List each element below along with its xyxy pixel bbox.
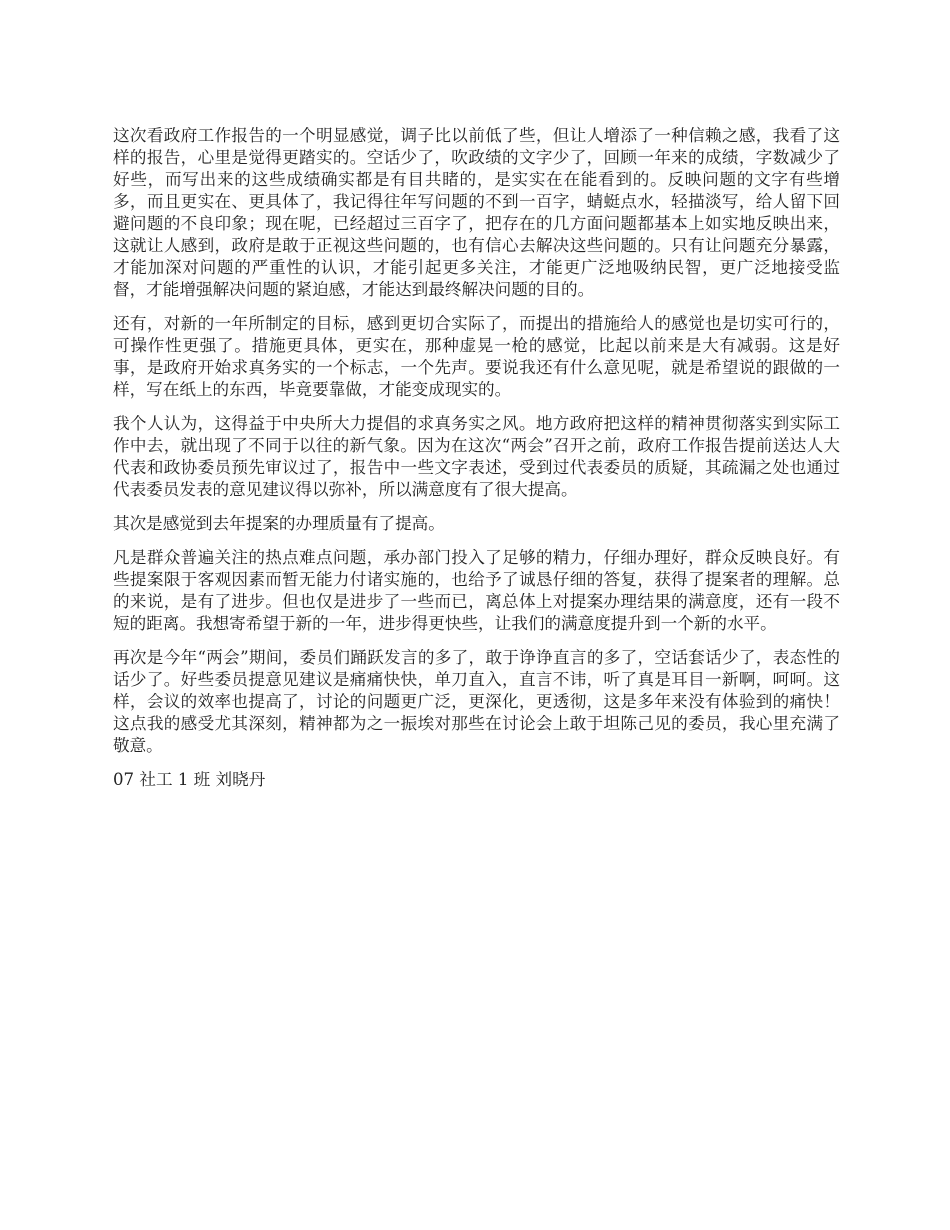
paragraph-4: 其次是感觉到去年提案的办理质量有了提高。: [113, 514, 445, 533]
paragraph-2: 还有，对新的一年所制定的目标，感到更切合实际了，而提出的措施给人的感觉也是切实可行的，可操作性更强了。措施更具体，更实在，那种虚晃一枪的感觉，比起以前来是大有减弱。这是好事，是政府开始求真务实的一个标志，一个先声。要说我还有什么意见呢，就是希望说的跟做的一样，写在纸上的东西，毕竟要靠做，才能变成现实的。: [113, 314, 840, 399]
paragraph-3: 我个人认为，这得益于中央所大力提倡的求真务实之风。地方政府把这样的精神贯彻落实到实际工作中去，就出现了不同于以往的新气象。因为在这次“两会”召开之前，政府工作报告提前送达人大代表和政协委员预先审议过了，报告中一些文字表述，受到过代表委员的质疑，其疏漏之处也通过代表委员发表的意见建议得以弥补，所以满意度有了很大提高。: [113, 414, 840, 499]
document-body: [113, 125, 840, 803]
paragraph-6: 再次是今年“两会”期间，委员们踊跃发言的多了，敢于诤诤直言的多了，空话套话少了，表态性的话少了。好些委员提意见建议是痛痛快快，单刀直入，直言不讳，听了真是耳目一新啊，呵呵。这样，会议的效率也提高了，讨论的问题更广泛，更深化，更透彻，这是多年来没有体验到的痛快！这点我的感受尤其深刻，精神都为之一振埃对那些在讨论会上敢于坦陈己见的委员，我心里充满了敬意。: [113, 648, 840, 755]
paragraph-1: 这次看政府工作报告的一个明显感觉，调子比以前低了些，但让人增添了一种信赖之感，我看了这样的报告，心里是觉得更踏实的。空话少了，吹政绩的文字少了，回顾一年来的成绩，字数减少了好些，而写出来的这些成绩确实都是有目共睹的，是实实在在能看到的。反映问题的文字有些增多，而且更实在、更具体了，我记得往年写问题的不到一百字，蜻蜓点水，轻描淡写，给人留下回避问题的不良印象；现在呢，已经超过三百字了，把存在的几方面问题都基本上如实地反映出来，这就让人感到，政府是敢于正视这些问题的，也有信心去解决这些问题的。只有让问题充分暴露，才能加深对问题的严重性的认识，才能引起更多关注，才能更广泛地吸纳民智，更广泛地接受监督，才能增强解决问题的紧迫感，才能达到最终解决问题的目的。: [113, 126, 840, 299]
author-signature: 07 社工 1 班 刘晓丹: [113, 770, 266, 789]
paragraph-5: 凡是群众普遍关注的热点难点问题，承办部门投入了足够的精力，仔细办理好，群众反映良好。有些提案限于客观因素而暂无能力付诸实施的，也给予了诚恳仔细的答复，获得了提案者的理解。总的来说，是有了进步。但也仅是进步了一些而已，离总体上对提案办理结果的满意度，还有一段不短的距离。我想寄希望于新的一年，进步得更快些，让我们的满意度提升到一个新的水平。: [113, 548, 840, 633]
